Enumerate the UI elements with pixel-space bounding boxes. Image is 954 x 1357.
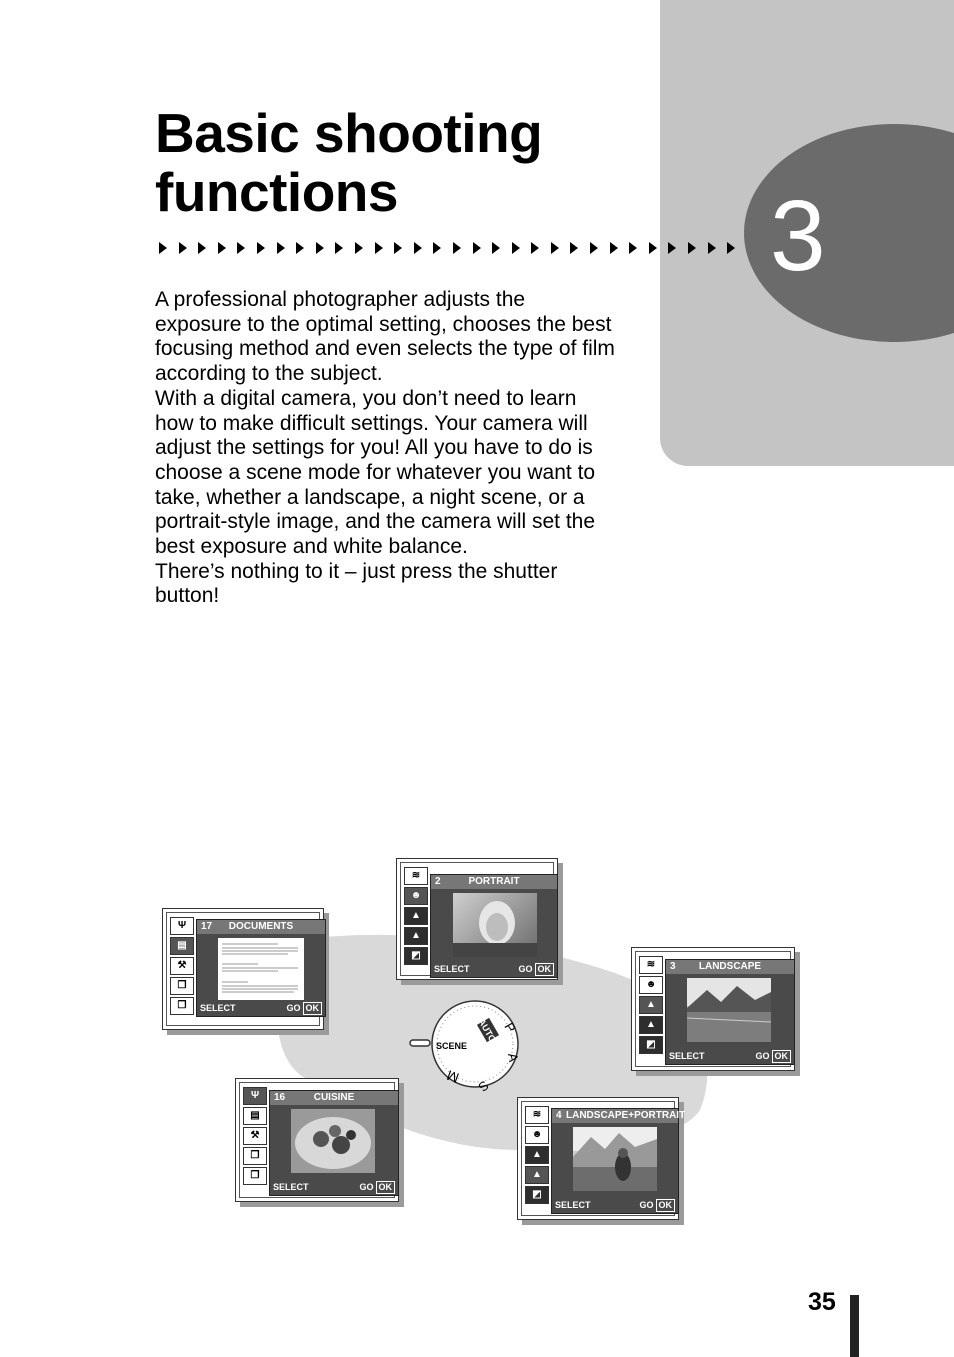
dial-p-label: P [501,1020,519,1036]
documents-icon: ▤ [170,937,194,955]
cuisine-sample-image [291,1109,375,1173]
ok-badge: OK [303,1002,323,1015]
scene-icon-column [639,956,665,1062]
cuisine-icon: Ψ [170,917,194,935]
shake-reduction-icon: ≋ [404,867,428,885]
landscape-portrait-icon: ▲ [404,927,428,945]
scene-label: CUISINE [313,1092,355,1103]
night-scene-icon: ◩ [525,1186,549,1204]
scene-number: 4 [556,1110,562,1121]
mode-dial-icon [408,996,528,1096]
shoot-select-1-icon: ❐ [243,1147,267,1165]
intro-paragraph-3: There’s nothing to it – just press the shutter button! [155,559,558,608]
intro-paragraph-2: With a digital camera, you don’t need to learn how to make difficult settings. Your camera will adjust the settings for you! All you have to do is choose a scene mode for whatever you want to take, whether a landscape, a night scene, or a portrait-style image, and the camera will set the best exposure and white balance. [155,386,596,559]
scene-label: LANDSCAPE [698,961,762,972]
select-hint: SELECT [200,1003,236,1013]
chapter-number: 3 [770,180,826,292]
landscape-icon: ▲ [525,1146,549,1164]
document-sample-image [218,938,304,1000]
scene-label: PORTRAIT [468,876,520,887]
scene-preview-panel [430,874,558,978]
scene-screen-landscape-portrait [517,1097,686,1220]
shake-reduction-icon: ≋ [525,1106,549,1124]
shoot-select-2-icon: ❐ [170,997,194,1015]
page-edge-bar [850,1295,859,1357]
intro-paragraph-1: A professional photographer adjusts the exposure to the optimal setting, chooses the best focusing method and even selects the type of film according to the subject. [155,288,615,386]
documents-icon: ▤ [243,1107,267,1125]
go-hint: GO [286,1003,301,1013]
page-number: 35 [808,1288,836,1316]
scene-screen-portrait [396,858,558,980]
dial-m-label: M [444,1067,462,1087]
ok-badge: OK [772,1050,792,1063]
scene-screen-landscape [631,947,795,1071]
portrait-icon: ☻ [639,976,663,994]
portrait-icon: ☻ [525,1126,549,1144]
landscape-sample-image [687,978,771,1042]
scene-icon-column [404,867,430,971]
scene-label: DOCUMENTS [228,921,294,932]
night-scene-icon: ◩ [404,947,428,965]
ok-badge: OK [656,1199,676,1212]
dial-scene-label: SCENE [436,1041,468,1051]
scene-label: LANDSCAPE+PORTRAIT [566,1110,686,1121]
scene-preview-panel [269,1090,399,1196]
go-hint: GO [639,1200,654,1210]
night-scene-icon: ◩ [639,1036,663,1054]
scene-preview-panel [196,919,326,1017]
auction-icon: ⚒ [170,957,194,975]
landscape-portrait-icon: ▲ [639,1016,663,1034]
shake-reduction-icon: ≋ [639,956,663,974]
landscape-portrait-icon: ▲ [525,1166,549,1184]
ok-badge: OK [376,1181,396,1194]
dial-a-label: A [505,1051,522,1064]
scene-number: 3 [670,961,676,972]
scene-screen-cuisine [235,1078,399,1202]
go-hint: GO [359,1182,374,1192]
dial-auto-label: AUTO [476,1017,498,1044]
scene-preview-panel [665,959,795,1065]
scene-icon-column [525,1106,551,1211]
landscape-icon: ▲ [639,996,663,1014]
landscape-portrait-sample-image [573,1127,657,1191]
portrait-icon: ☻ [404,887,428,905]
portrait-sample-image [453,893,537,957]
landscape-icon: ▲ [404,907,428,925]
scene-number: 17 [201,921,213,932]
scene-number: 16 [274,1092,286,1103]
go-hint: GO [755,1051,770,1061]
select-hint: SELECT [434,964,470,974]
scene-icon-column [243,1087,269,1193]
scene-icon-column [170,917,196,1021]
select-hint: SELECT [555,1200,591,1210]
select-hint: SELECT [669,1051,705,1061]
auction-icon: ⚒ [243,1127,267,1145]
title-line-1: Basic shooting [155,102,543,164]
shoot-select-2-icon: ❐ [243,1167,267,1185]
title-line-2: functions [155,161,398,223]
cuisine-icon: Ψ [243,1087,267,1105]
dial-s-label: S [475,1077,492,1095]
go-hint: GO [518,964,533,974]
shoot-select-1-icon: ❐ [170,977,194,995]
scene-preview-panel [551,1108,686,1214]
ok-badge: OK [535,963,555,976]
scene-number: 2 [435,876,441,887]
scene-screen-documents [162,908,324,1030]
select-hint: SELECT [273,1182,309,1192]
